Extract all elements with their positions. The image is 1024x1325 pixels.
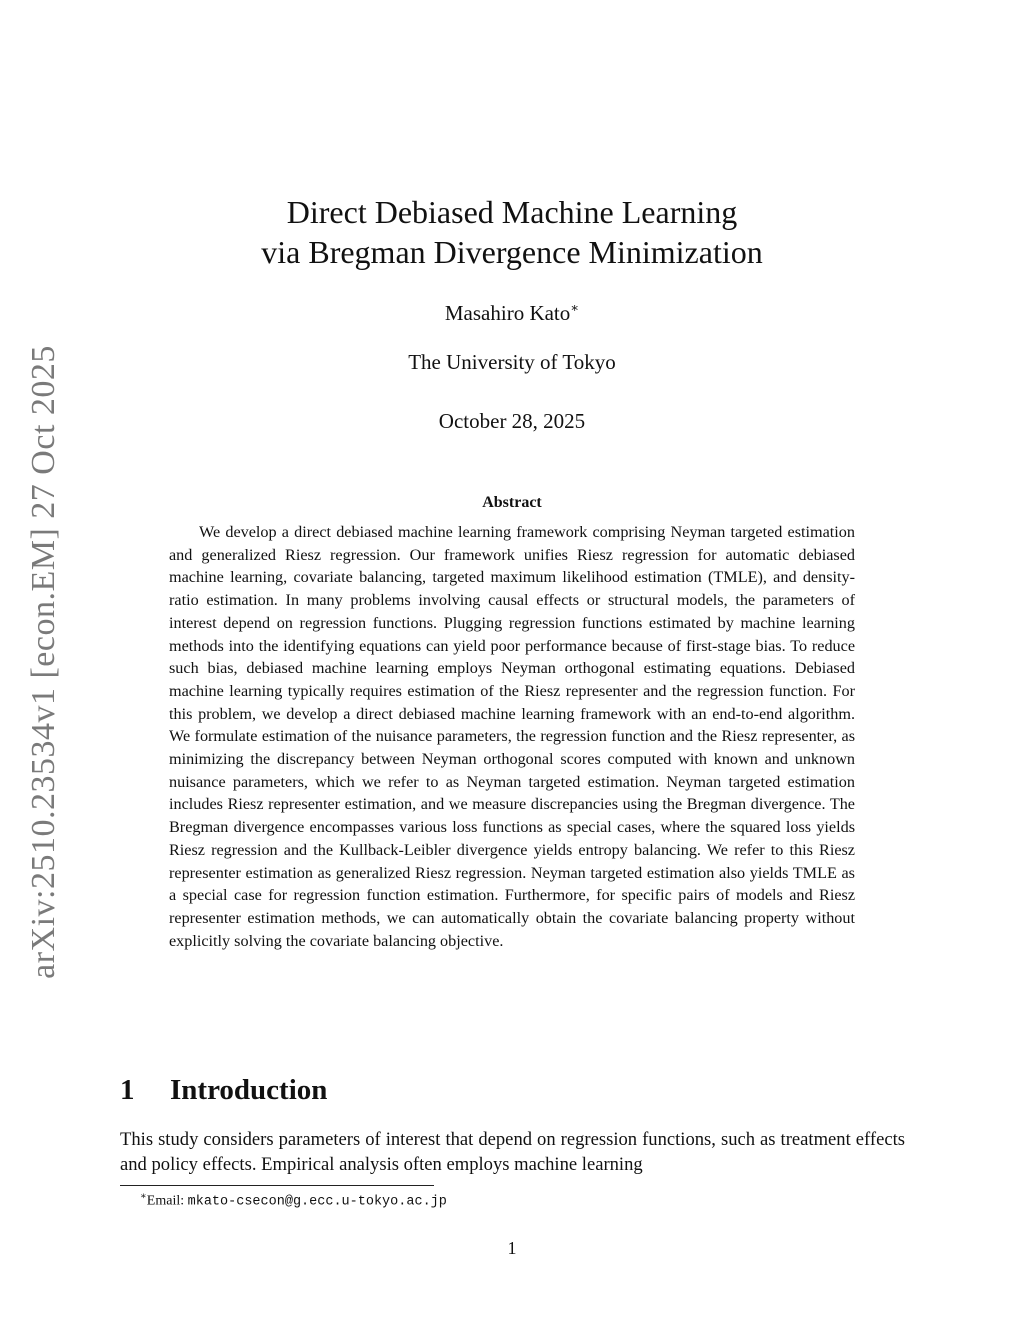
footnote-marker: ∗ xyxy=(140,1191,147,1202)
title-line-1: Direct Debiased Machine Learning xyxy=(286,194,738,230)
abstract-body: We develop a direct debiased machine learning framework comprising Neyman targeted estimation and generalized Riesz regression. Our framework unifies Riesz regression for automatic debiased machine learning, covariate balancing, targeted maximum likelihood estimation (TMLE), and density-ratio estimation. In many problems involving causal effects or structural models, the parameters of interest depend on regression functions. Plugging regression functions estimated by machine learning methods into the identifying equations can yield poor performance because of first-stage bias. To reduce such bias, debiased machine learning employs Neyman orthogonal estimating equations. Debiased machine learning typically requires estimation of the Riesz representer and the regression function. For this problem, we develop a direct debiased machine learning framework with an end-to-end algorithm. We formulate estimation of the nuisance parameters, the regression function and the Riesz representer, as minimizing the discrepancy between Neyman orthogonal scores computed with known and unknown nuisance parameters, which we refer to as Neyman targeted estimation. Neyman targeted estimation includes Riesz representer estimation, and we measure discrepancies using the Bregman divergence. The Bregman divergence encompasses various loss functions as special cases, where the squared loss yields Riesz regression and the Kullback-Leibler divergence yields entropy balancing. We refer to this Riesz representer estimation as generalized Riesz regression. Neyman targeted estimation also yields TMLE as a special case for regression function estimation. Furthermore, for specific pairs of models and Riesz representer estimation methods, we can automatically obtain the covariate balancing property without explicitly solving the covariate balancing objective. xyxy=(169,523,855,950)
page-number: 1 xyxy=(507,1238,517,1258)
footnote-divider xyxy=(120,1185,434,1186)
title-line-2: via Bregman Divergence Minimization xyxy=(261,234,763,270)
section-number: 1 xyxy=(120,1074,135,1106)
author-name: Masahiro Kato xyxy=(444,301,571,325)
paper-title xyxy=(0,192,1024,272)
affiliation: The University of Tokyo xyxy=(408,350,616,374)
footnote xyxy=(140,1191,447,1210)
footnote-email: mkato-csecon@g.ecc.u-tokyo.ac.jp xyxy=(187,1194,447,1210)
abstract-heading: Abstract xyxy=(482,494,542,511)
section-heading xyxy=(120,1074,327,1107)
introduction-paragraph: This study considers parameters of interest that depend on regression functions, such as treatment effects and policy effects. Empirical analysis often employs machine learning xyxy=(120,1129,905,1175)
publication-date: October 28, 2025 xyxy=(438,409,586,433)
footnote-label: Email: xyxy=(146,1193,188,1209)
arxiv-identifier-stamp: arXiv:2510.23534v1 [econ.EM] 27 Oct 2025 xyxy=(25,345,62,979)
author-footnote-marker: ∗ xyxy=(570,300,580,315)
section-title: Introduction xyxy=(170,1074,328,1106)
author xyxy=(0,300,1024,326)
